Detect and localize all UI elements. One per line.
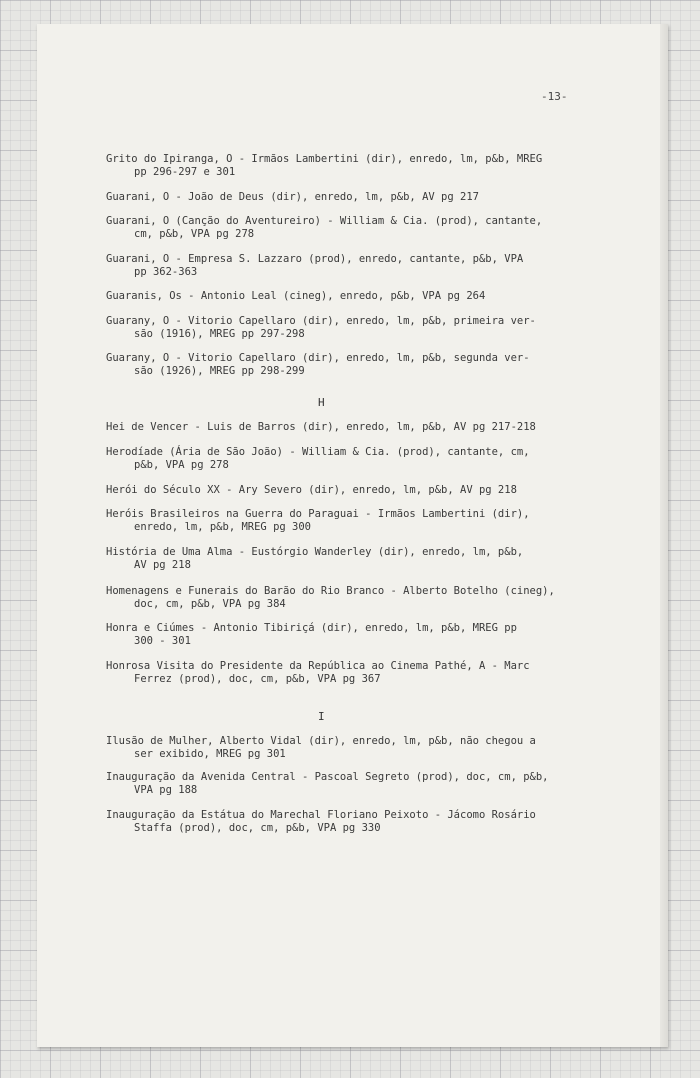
index-entry [106, 215, 596, 241]
index-entry [106, 253, 596, 279]
entry-continuation: são (1916), MREG pp 297-298 [134, 328, 305, 340]
entry-line: Guarany, O - Vitorio Capellaro (dir), enredo, lm, p&b, primeira ver- [106, 315, 536, 327]
entry-continuation: 300 - 301 [134, 635, 191, 647]
entry-line: Guarani, O (Canção do Aventureiro) - William & Cia. (prod), cantante, [106, 215, 543, 227]
index-entry [106, 446, 596, 472]
entry-continuation: ser exibido, MREG pg 301 [134, 748, 286, 760]
section-letter-h: H [318, 396, 325, 409]
index-entry [106, 546, 596, 572]
entry-line: Hei de Vencer - Luis de Barros (dir), enredo, lm, p&b, AV pg 217-218 [106, 421, 536, 433]
entry-continuation: são (1926), MREG pp 298-299 [134, 365, 305, 377]
entry-continuation: Staffa (prod), doc, cm, p&b, VPA pg 330 [134, 822, 381, 834]
index-entry [106, 771, 596, 797]
entry-continuation: doc, cm, p&b, VPA pg 384 [134, 598, 286, 610]
entry-line: Guarani, O - Empresa S. Lazzaro (prod), enredo, cantante, p&b, VPA [106, 253, 524, 265]
entry-continuation: p&b, VPA pg 278 [134, 459, 229, 471]
index-entry [106, 622, 596, 648]
entry-line: Herói do Século XX - Ary Severo (dir), enredo, lm, p&b, AV pg 218 [106, 484, 517, 496]
index-entry [106, 191, 596, 204]
entry-continuation: pp 362-363 [134, 266, 198, 278]
entry-line: Herodíade (Ária de São João) - William & Cia. (prod), cantante, cm, [106, 446, 530, 458]
section-letter-i: I [318, 710, 325, 723]
entry-continuation: enredo, lm, p&b, MREG pg 300 [134, 521, 312, 533]
entry-line: Guarany, O - Vitorio Capellaro (dir), enredo, lm, p&b, segunda ver- [106, 352, 530, 364]
entry-line: Homenagens e Funerais do Barão do Rio Branco - Alberto Botelho (cineg), [106, 585, 555, 597]
entry-line: Guaranis, Os - Antonio Leal (cineg), enredo, p&b, VPA pg 264 [106, 290, 486, 302]
entry-continuation: pp 296-297 e 301 [134, 166, 236, 178]
entry-continuation: VPA pg 188 [134, 784, 198, 796]
entry-line: Honrosa Visita do Presidente da República ao Cinema Pathé, A - Marc [106, 660, 530, 672]
index-entry [106, 421, 596, 434]
entry-line: Guarani, O - João de Deus (dir), enredo, lm, p&b, AV pg 217 [106, 191, 479, 203]
index-entry [106, 508, 596, 534]
entry-line: História de Uma Alma - Eustórgio Wanderley (dir), enredo, lm, p&b, [106, 546, 524, 558]
entry-line: Inauguração da Avenida Central - Pascoal Segreto (prod), doc, cm, p&b, [106, 771, 549, 783]
entry-continuation: cm, p&b, VPA pg 278 [134, 228, 255, 240]
index-entry [106, 352, 596, 378]
index-entry [106, 809, 596, 835]
entry-line: Inauguração da Estátua do Marechal Floriano Peixoto - Jácomo Rosário [106, 809, 536, 821]
paper-edge [660, 24, 668, 1047]
entry-line: Grito do Ipiranga, O - Irmãos Lambertini (dir), enredo, lm, p&b, MREG [106, 153, 543, 165]
entry-line: Honra e Ciúmes - Antonio Tibiriçá (dir), enredo, lm, p&b, MREG pp [106, 622, 517, 634]
index-entry [106, 153, 596, 179]
index-entry [106, 660, 596, 686]
entry-line: Ilusão de Mulher, Alberto Vidal (dir), enredo, lm, p&b, não chegou a [106, 735, 536, 747]
index-entry [106, 484, 596, 497]
index-entry [106, 585, 596, 611]
index-entry [106, 315, 596, 341]
index-entry [106, 735, 596, 761]
index-entry [106, 290, 596, 303]
entry-continuation: AV pg 218 [134, 559, 191, 571]
entry-line: Heróis Brasileiros na Guerra do Paraguai - Irmãos Lambertini (dir), [106, 508, 530, 520]
entry-continuation: Ferrez (prod), doc, cm, p&b, VPA pg 367 [134, 673, 381, 685]
page-number: -13- [541, 90, 568, 103]
